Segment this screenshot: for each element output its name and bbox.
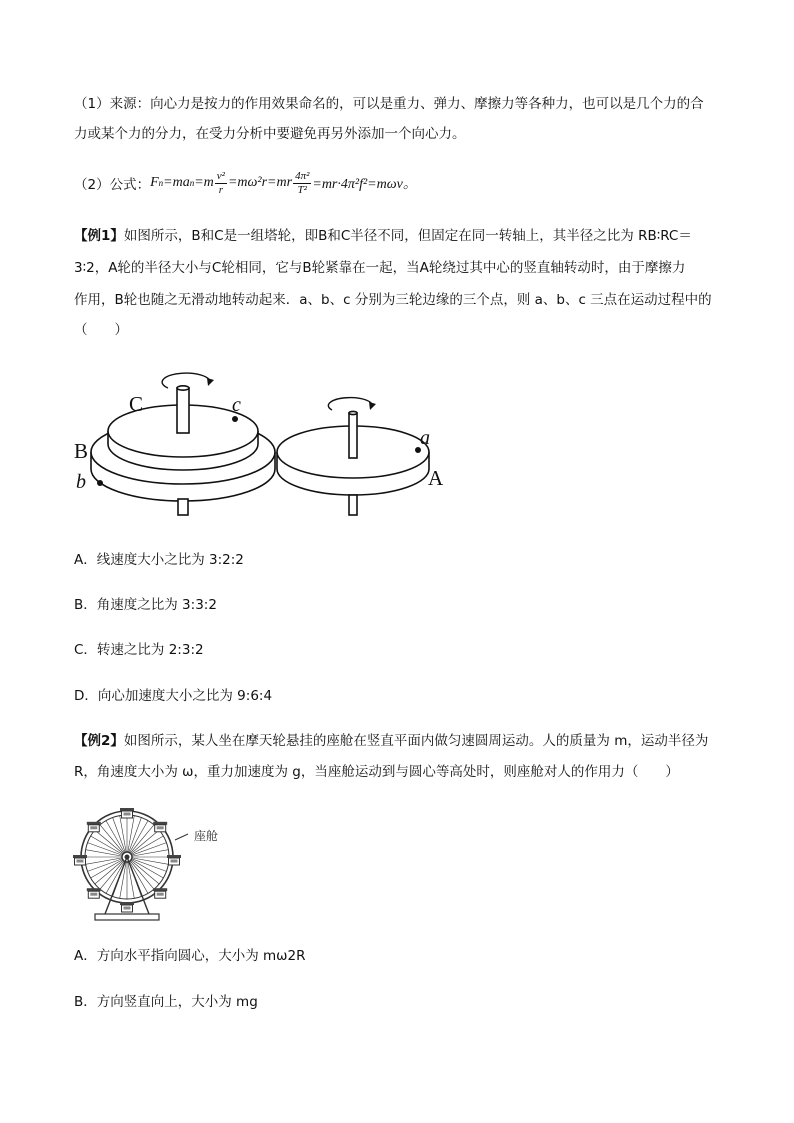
cabin-icon bbox=[87, 822, 101, 832]
example1-option-b: B．角速度之比为 3:3:2 bbox=[74, 597, 217, 613]
example1-option-a: A．线速度大小之比为 3:2:2 bbox=[74, 552, 244, 568]
cabin-icon bbox=[120, 808, 134, 818]
example1-text-1: 如图所示，B和C是一组塔轮，即B和C半径不同，但固定在同一转轴上，其半径之比为 RB∶RC＝ bbox=[123, 228, 692, 244]
example1-option-c: C．转速之比为 2:3:2 bbox=[74, 642, 204, 658]
cabin-icon bbox=[73, 855, 87, 865]
fraction-2-denominator: T² bbox=[297, 183, 307, 196]
cabin-icon bbox=[153, 822, 167, 832]
example1-line-1 bbox=[74, 226, 692, 246]
shaft-bc-top bbox=[177, 386, 189, 390]
label-wheel-c: C bbox=[129, 392, 144, 416]
label-point-a: a bbox=[420, 427, 430, 449]
cabin-icon bbox=[153, 888, 167, 898]
label-point-b: b bbox=[76, 471, 86, 493]
example1-line-2: 3∶2，A轮的半径大小与C轮相同，它与B轮紧靠在一起，当A轮绕过其中心的竖直轴转动时，由于摩擦力 bbox=[74, 260, 686, 276]
shaft-a-top bbox=[349, 411, 357, 414]
fraction-1-denominator: r bbox=[218, 183, 224, 196]
formula-sub-1: n bbox=[158, 178, 164, 188]
formula-part-1: F bbox=[150, 175, 159, 190]
centripetal-force-formula bbox=[74, 163, 417, 203]
example2-line-2: R，角速度大小为 ω，重力加速度为 g，当座舱运动到与圆心等高处时，则座舱对人的作用力（ ） bbox=[74, 764, 679, 780]
rotation-arrow-a bbox=[328, 398, 372, 410]
fraction-v2-over-r bbox=[215, 170, 227, 197]
example2-option-b: B．方向竖直向上，大小为 mg bbox=[74, 994, 258, 1010]
label-wheel-a: A bbox=[428, 466, 444, 490]
formula-part-4: =mω²r=mr bbox=[227, 175, 293, 190]
shaft-bc-bottom bbox=[178, 499, 188, 515]
fraction-1-numerator: v² bbox=[216, 169, 225, 182]
fraction-2-numerator: 4π² bbox=[295, 169, 310, 182]
cabin-icon bbox=[87, 888, 101, 898]
cabin-icon bbox=[120, 902, 134, 912]
shaft-bc bbox=[177, 388, 189, 433]
formula-part-5: =mr·4π²f²=mωv。 bbox=[312, 177, 417, 192]
formula-label: （2）公式： bbox=[74, 177, 151, 193]
formula-sub-2: n bbox=[189, 178, 195, 188]
point-c bbox=[232, 416, 238, 422]
label-point-c: c bbox=[232, 394, 241, 416]
label-wheel-b: B bbox=[74, 439, 89, 463]
example1-line-4: （ ） bbox=[74, 322, 128, 338]
shaft-a bbox=[349, 413, 357, 458]
formula-part-2: =ma bbox=[163, 175, 190, 190]
point-b bbox=[97, 480, 103, 486]
formula-part-3: =m bbox=[194, 175, 214, 190]
example2-tag: 【例2】 bbox=[74, 733, 124, 749]
example2-line-1 bbox=[74, 731, 708, 751]
example2-option-a: A．方向水平指向圆心，大小为 mω2R bbox=[74, 948, 306, 964]
pulley-figure bbox=[70, 366, 460, 524]
example1-line-3: 作用，B轮也随之无滑动地转动起来．a、b、c 分别为三轮边缘的三个点，则 a、b、c 三点在运动过程中的 bbox=[74, 292, 712, 308]
cabin-label-leader bbox=[175, 834, 188, 840]
source-line-2: 力或某个力的分力，在受力分析中要避免再另外添加一个向心力。 bbox=[74, 126, 466, 142]
ferris-wheel-figure bbox=[70, 800, 240, 928]
example2-text-1: 如图所示，某人坐在摩天轮悬挂的座舱在竖直平面内做匀速圆周运动。人的质量为 m，运动半径为 bbox=[123, 733, 709, 749]
fraction-4pi2-over-t2 bbox=[293, 170, 311, 197]
wheel-base bbox=[95, 914, 159, 920]
cabin-icon bbox=[167, 855, 181, 865]
rotation-arrowhead-bc bbox=[207, 378, 214, 386]
example1-option-d: D．向心加速度大小之比为 9:6:4 bbox=[74, 688, 273, 704]
cabin-label: 座舱 bbox=[194, 829, 219, 843]
shaft-a-bottom bbox=[349, 495, 357, 515]
source-line-1: （1）来源：向心力是按力的作用效果命名的，可以是重力、弹力、摩擦力等各种力，也可以是几个力的合 bbox=[74, 96, 704, 112]
rotation-arrowhead-a bbox=[369, 402, 376, 410]
example1-tag: 【例1】 bbox=[74, 228, 124, 244]
